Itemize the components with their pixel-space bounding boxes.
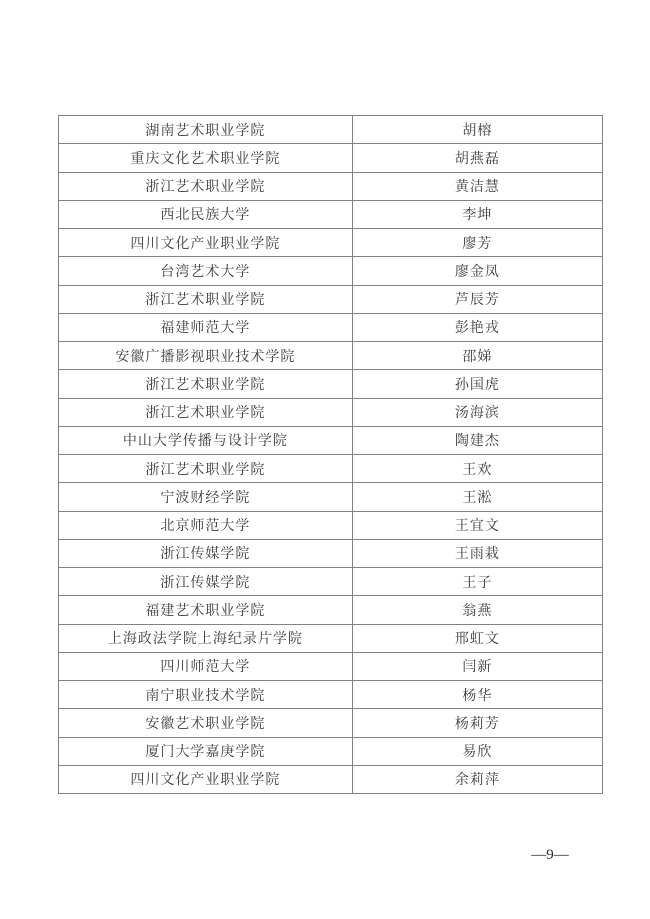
table-row (59, 200, 603, 228)
table-row (59, 229, 603, 257)
institution-cell: 浙江艺术职业学院 (59, 455, 353, 483)
table-row (59, 342, 603, 370)
institution-cell: 浙江传媒学院 (59, 568, 353, 596)
institution-cell: 北京师范大学 (59, 511, 353, 539)
person-name-cell: 王雨栽 (352, 539, 602, 567)
person-name-cell: 杨莉芳 (352, 709, 602, 737)
institution-cell: 安徽广播影视职业技术学院 (59, 342, 353, 370)
institution-cell: 福建师范大学 (59, 313, 353, 341)
table-row (59, 624, 603, 652)
table-row (59, 398, 603, 426)
person-name-cell: 易欣 (352, 737, 602, 765)
person-name-cell: 闫新 (352, 652, 602, 680)
person-name-cell: 芦辰芳 (352, 285, 602, 313)
table-row (59, 172, 603, 200)
institution-cell: 四川师范大学 (59, 652, 353, 680)
institution-cell: 厦门大学嘉庚学院 (59, 737, 353, 765)
person-name-cell: 翁燕 (352, 596, 602, 624)
table-row (59, 285, 603, 313)
institution-cell: 四川文化产业职业学院 (59, 765, 353, 793)
table-row (59, 426, 603, 454)
page-number: —9— (531, 847, 569, 863)
person-name-cell: 黄洁慧 (352, 172, 602, 200)
institution-name-table (58, 115, 603, 794)
person-name-cell: 廖芳 (352, 229, 602, 257)
institution-cell: 浙江传媒学院 (59, 539, 353, 567)
table-row (59, 737, 603, 765)
person-name-cell: 汤海滨 (352, 398, 602, 426)
institution-cell: 湖南艺术职业学院 (59, 116, 353, 144)
table-row (59, 511, 603, 539)
institution-cell: 安徽艺术职业学院 (59, 709, 353, 737)
institution-cell: 浙江艺术职业学院 (59, 285, 353, 313)
table-row (59, 313, 603, 341)
person-name-cell: 王淞 (352, 483, 602, 511)
table-row (59, 596, 603, 624)
institution-cell: 中山大学传播与设计学院 (59, 426, 353, 454)
person-name-cell: 邢虹文 (352, 624, 602, 652)
person-name-cell: 陶建杰 (352, 426, 602, 454)
table-body (59, 116, 603, 794)
person-name-cell: 胡榕 (352, 116, 602, 144)
table-row (59, 568, 603, 596)
institution-cell: 浙江艺术职业学院 (59, 370, 353, 398)
institution-cell: 四川文化产业职业学院 (59, 229, 353, 257)
institution-cell: 浙江艺术职业学院 (59, 398, 353, 426)
table-row (59, 370, 603, 398)
table-row (59, 709, 603, 737)
institution-cell: 重庆文化艺术职业学院 (59, 144, 353, 172)
person-name-cell: 王子 (352, 568, 602, 596)
institution-cell: 上海政法学院上海纪录片学院 (59, 624, 353, 652)
institution-cell: 宁波财经学院 (59, 483, 353, 511)
table-row (59, 765, 603, 793)
person-name-cell: 孙国虎 (352, 370, 602, 398)
person-name-cell: 胡燕磊 (352, 144, 602, 172)
person-name-cell: 杨华 (352, 681, 602, 709)
person-name-cell: 邵娣 (352, 342, 602, 370)
person-name-cell: 王欢 (352, 455, 602, 483)
table-row (59, 257, 603, 285)
institution-cell: 台湾艺术大学 (59, 257, 353, 285)
person-name-cell: 李坤 (352, 200, 602, 228)
table-row (59, 539, 603, 567)
table-row (59, 652, 603, 680)
institution-cell: 南宁职业技术学院 (59, 681, 353, 709)
table-row (59, 483, 603, 511)
person-name-cell: 廖金凤 (352, 257, 602, 285)
table-row (59, 116, 603, 144)
institution-cell: 福建艺术职业学院 (59, 596, 353, 624)
institution-cell: 浙江艺术职业学院 (59, 172, 353, 200)
table-row (59, 681, 603, 709)
person-name-cell: 王宜文 (352, 511, 602, 539)
table-row (59, 144, 603, 172)
person-name-cell: 彭艳戎 (352, 313, 602, 341)
person-name-cell: 余莉萍 (352, 765, 602, 793)
table-row (59, 455, 603, 483)
institution-cell: 西北民族大学 (59, 200, 353, 228)
